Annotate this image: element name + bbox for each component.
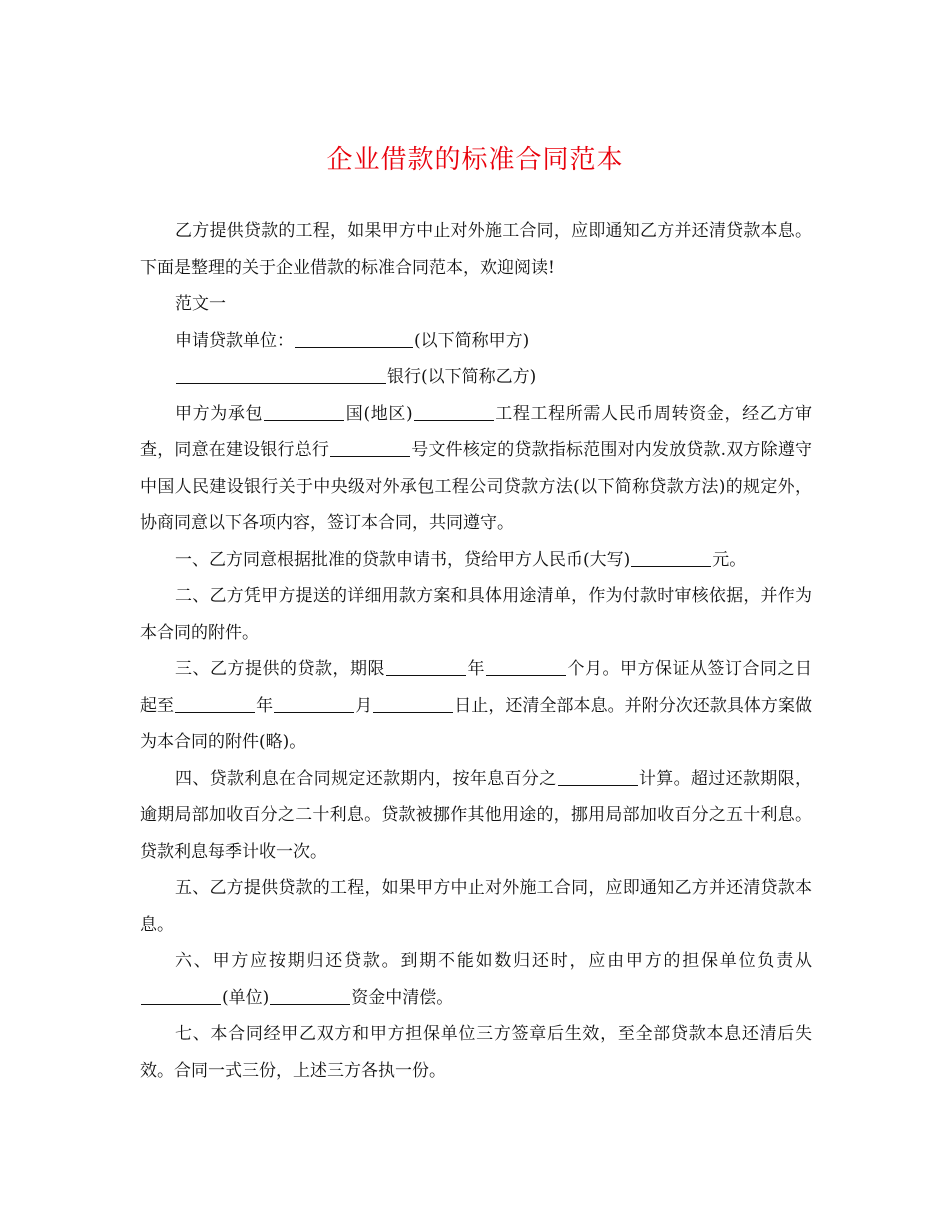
end-year-blank <box>175 695 255 713</box>
clause-4-text-2: 计算。超过还款期限，逾期局部加收百分之二十利息。贷款被挪作其他用途的，挪用局部加收百分之五十利息。贷款利息每季计收一次。 <box>140 768 812 862</box>
amount-blank <box>631 549 711 567</box>
preamble-text-4: 号文件核定的贷款指标范围对内发放贷款.双方除遵守中国人民建设银行关于中央级对外承包工程公司贷款方法(以下简称贷款方法)的规定外，协商同意以下各项内容，签订本合同，共同遵守。 <box>140 440 813 533</box>
clause-6 <box>140 943 812 1016</box>
preamble-text-3: 工程工程所需人民币周转资金，经乙方审查，同意在建设银行总行 <box>140 403 813 460</box>
term-months-blank <box>486 658 566 676</box>
clause-2: 二、乙方凭甲方提送的详细用款方案和具体用途清单，作为付款时审核依据，并作为本合同的附件。 <box>140 586 812 643</box>
clause-3-text-5: 月 <box>355 695 373 716</box>
clause-5: 五、乙方提供贷款的工程，如果甲方中止对外施工合同，应即通知乙方并还清贷款本息。 <box>140 878 812 935</box>
bank-blank <box>176 366 386 384</box>
applicant-suffix: (以下简称甲方) <box>414 330 530 351</box>
clause-4 <box>140 761 812 871</box>
preamble-text-1: 甲方为承包 <box>175 403 264 424</box>
clause-3 <box>140 651 812 761</box>
document-number-blank <box>330 439 410 457</box>
clause-3-text-6: 日止，还清全部本息。并附分次还款具体方案做为本合同的附件(略)。 <box>140 695 813 752</box>
clause-1 <box>140 542 812 579</box>
clause-3-text-2: 年 <box>467 659 485 679</box>
applicant-line <box>140 323 812 360</box>
clause-1-text-1: 一、乙方同意根据批准的贷款申请书，贷给甲方人民币(大写) <box>175 549 631 570</box>
document-body <box>140 213 812 1089</box>
preamble-paragraph <box>140 396 812 542</box>
bank-line <box>140 359 812 396</box>
clause-6-text-1: 六、甲方应按期归还贷款。到期不能如数归还时，应由甲方的担保单位负责从 <box>175 951 812 971</box>
clause-1-text-2: 元。 <box>712 549 747 570</box>
applicant-label: 申请贷款单位： <box>175 330 294 351</box>
bank-suffix: 银行(以下简称乙方) <box>387 367 537 387</box>
clause-6-text-2: (单位) <box>222 987 270 1008</box>
intro-paragraph: 乙方提供贷款的工程，如果甲方中止对外施工合同，应即通知乙方并还清贷款本息。下面是整理的关于企业借款的标准合同范本，欢迎阅读! <box>140 221 812 278</box>
section-label: 范文一 <box>175 294 226 314</box>
preamble-text-2: 国(地区) <box>345 403 413 424</box>
fund-blank <box>270 987 350 1005</box>
clause-6-text-3: 资金中清偿。 <box>351 987 454 1008</box>
project-blank <box>414 403 494 421</box>
interest-rate-blank <box>558 768 638 786</box>
clause-7: 七、本合同经甲乙双方和甲方担保单位三方签章后生效，至全部贷款本息还清后失效。合同一式三份，上述三方各执一份。 <box>140 1024 812 1081</box>
end-day-blank <box>373 695 453 713</box>
clause-4-text-1: 四、贷款利息在合同规定还款期内，按年息百分之 <box>175 768 557 789</box>
term-years-blank <box>386 658 466 676</box>
end-month-blank <box>274 695 354 713</box>
applicant-blank <box>295 330 413 348</box>
clause-3-text-1: 三、乙方提供的贷款，期限 <box>175 659 385 679</box>
guarantor-blank <box>141 987 221 1005</box>
country-blank <box>264 403 344 421</box>
clause-3-text-3: 个月。甲方保证从签订合同之日起至 <box>140 659 812 716</box>
document-title: 企业借款的标准合同范本 <box>326 145 624 175</box>
clause-3-text-4: 年 <box>256 695 274 716</box>
